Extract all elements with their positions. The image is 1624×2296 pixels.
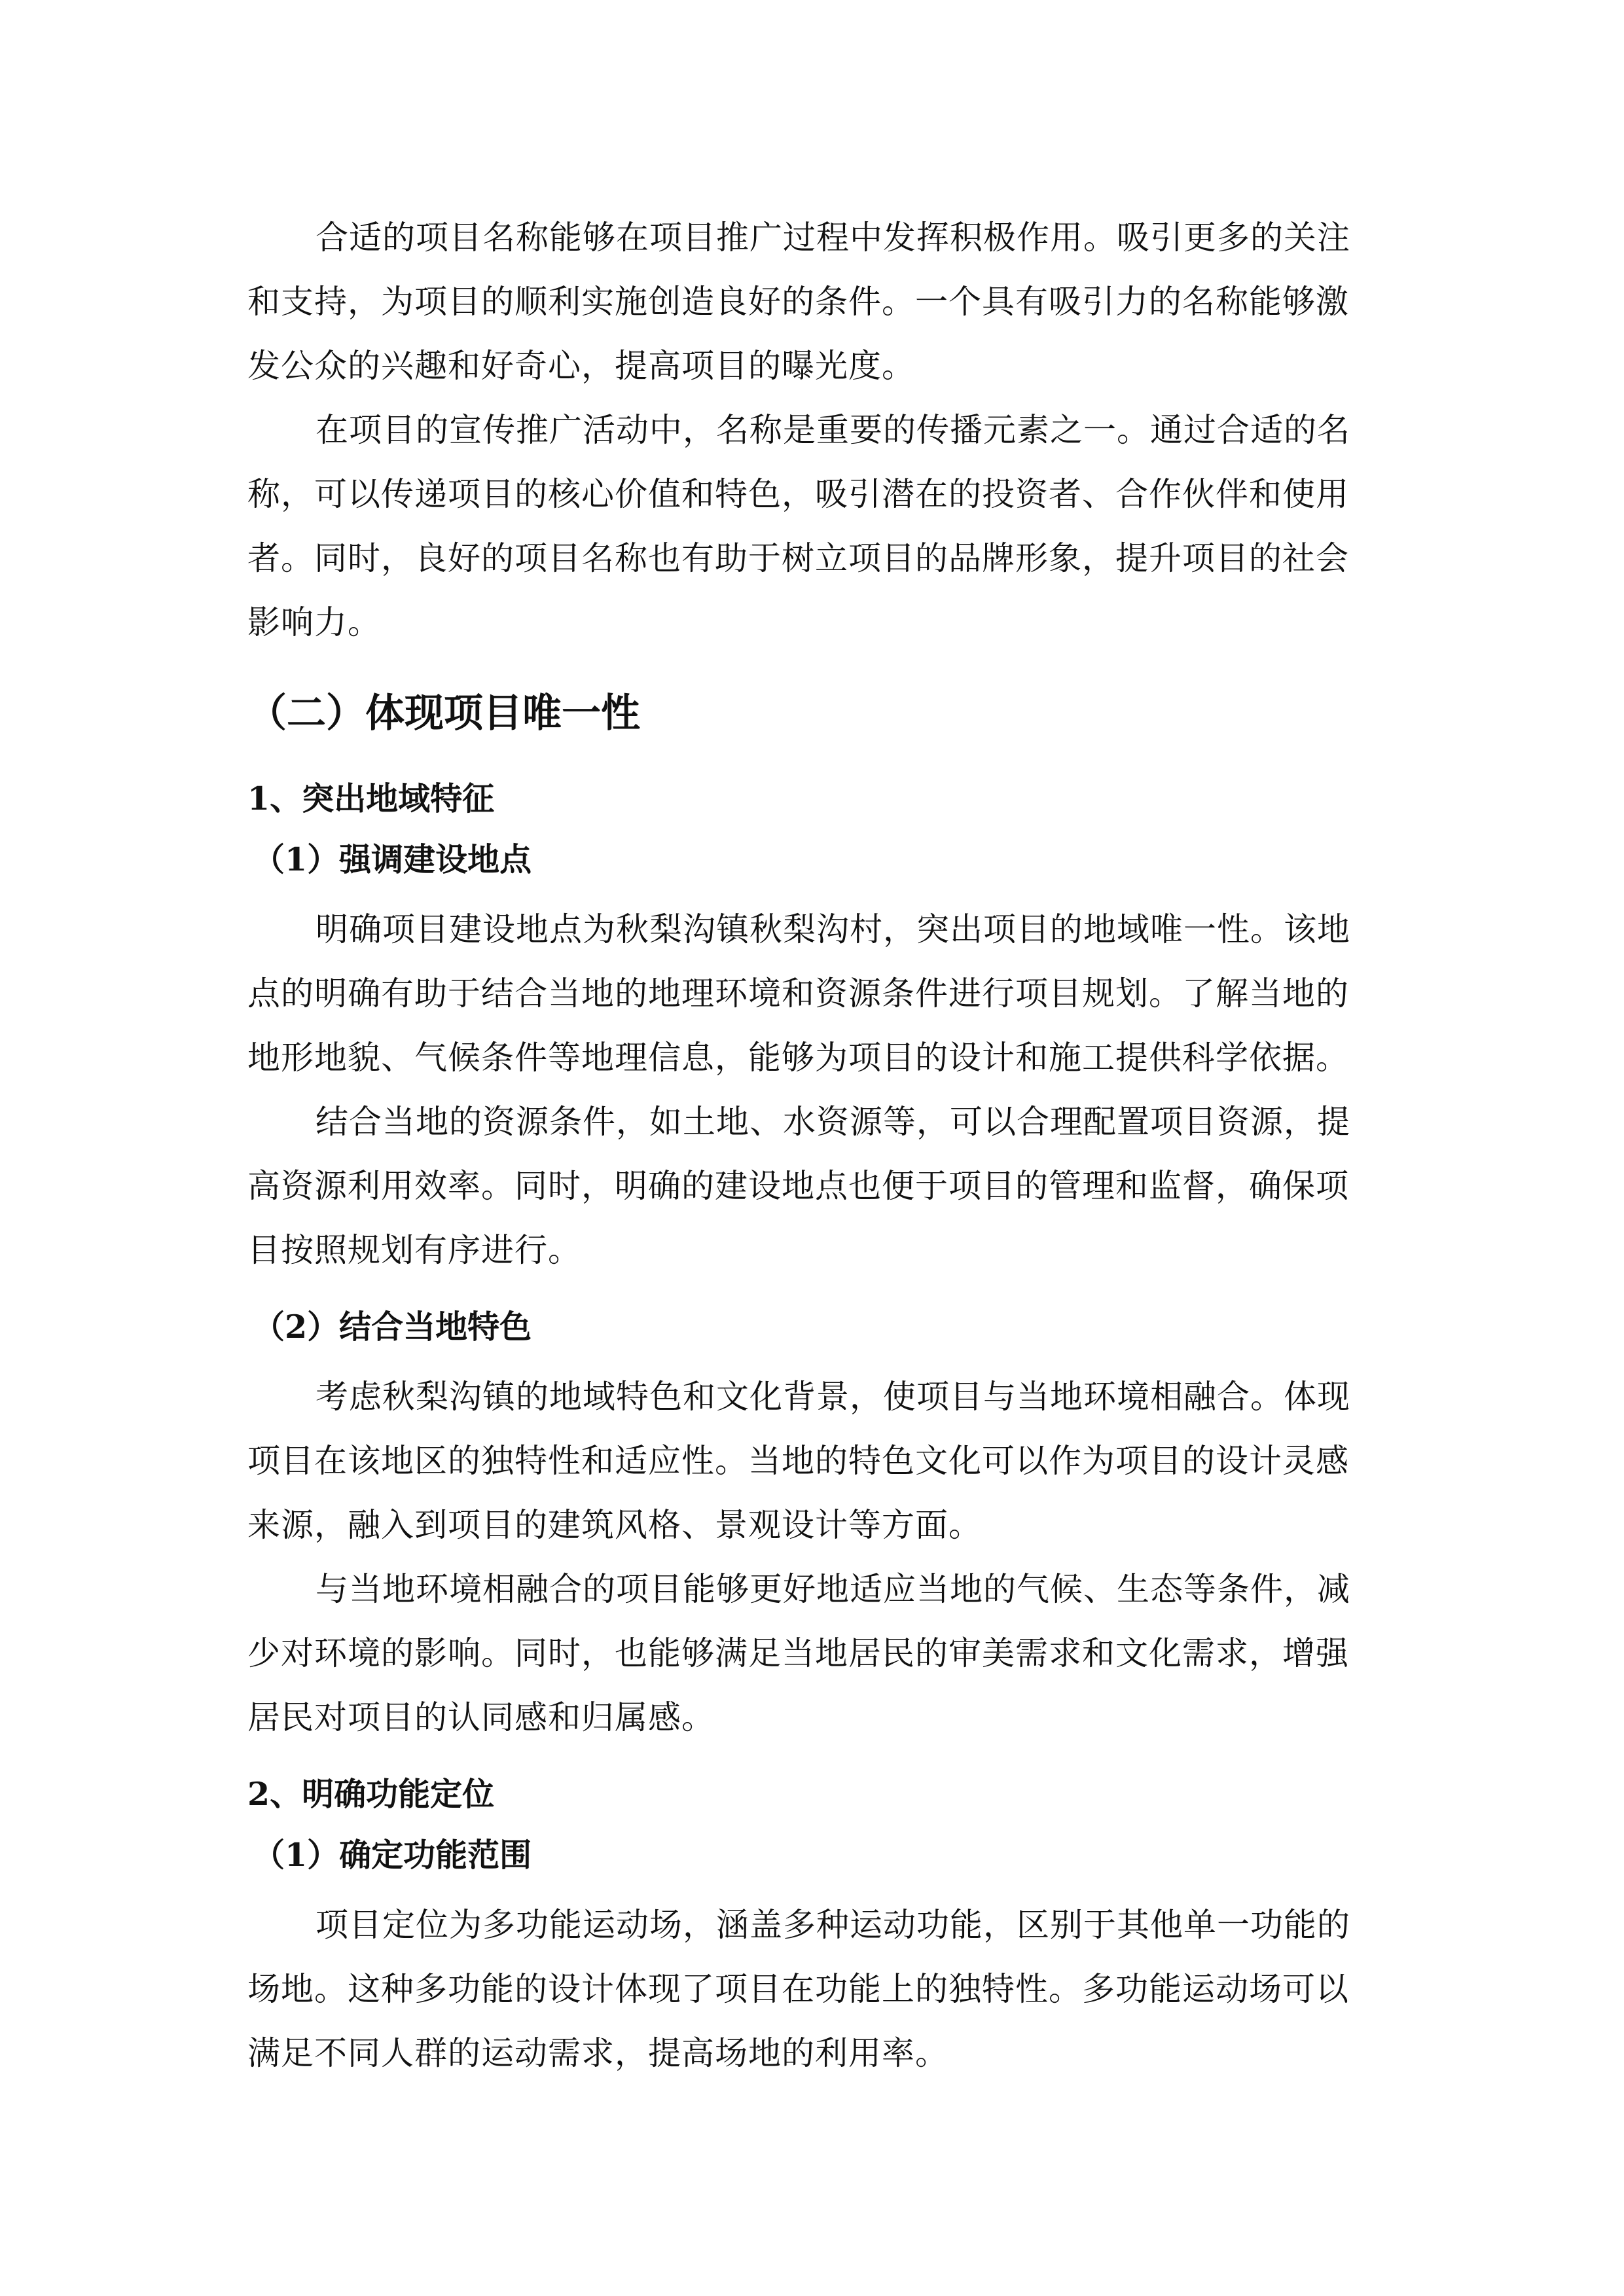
- subheading-construction-site: （1）强调建设地点: [253, 840, 532, 878]
- paragraph-publicity: 在项目的宣传推广活动中，名称是重要的传播元素之一。通过合适的名称，可以传递项目的核心价值和特色，吸引潜在的投资者、合作伙伴和使用者。同时，良好的项目名称也有助于树立项目的品牌形象，提升项目的社会影响力。: [247, 411, 1350, 641]
- paragraph-local-culture: 考虑秋梨沟镇的地域特色和文化背景，使项目与当地环境相融合。体现项目在该地区的独特性和适应性。当地的特色文化可以作为项目的设计灵感来源，融入到项目的建筑风格、景观设计等方面。: [247, 1378, 1350, 1544]
- paragraph-environment-integration: 与当地环境相融合的项目能够更好地适应当地的气候、生态等条件，减少对环境的影响。同时，也能够满足当地居民的审美需求和文化需求，增强居民对项目的认同感和归属感。: [247, 1570, 1350, 1736]
- subheading-regional-features: 1、突出地域特征: [247, 780, 495, 817]
- paragraph-promotion-role: 合适的项目名称能够在项目推广过程中发挥积极作用。吸引更多的关注和支持，为项目的顺利实施创造良好的条件。一个具有吸引力的名称能够激发公众的兴趣和好奇心，提高项目的曝光度。: [247, 219, 1350, 385]
- subheading-function-scope: （1）确定功能范围: [253, 1836, 532, 1874]
- paragraph-multifunctional-field: 项目定位为多功能运动场，涵盖多种运动功能，区别于其他单一功能的场地。这种多功能的设计体现了项目在功能上的独特性。多功能运动场可以满足不同人群的运动需求，提高场地的利用率。: [247, 1906, 1350, 2072]
- section-heading-uniqueness: （二）体现项目唯一性: [247, 691, 640, 736]
- subheading-function-positioning: 2、明确功能定位: [247, 1775, 495, 1813]
- subheading-local-characteristics: （2）结合当地特色: [253, 1308, 532, 1346]
- paragraph-construction-site: 明确项目建设地点为秋梨沟镇秋梨沟村，突出项目的地域唯一性。该地点的明确有助于结合当地的地理环境和资源条件进行项目规划。了解当地的地形地貌、气候条件等地理信息，能够为项目的设计和施工提供科学依据。: [247, 910, 1350, 1077]
- paragraph-local-resources: 结合当地的资源条件，如土地、水资源等，可以合理配置项目资源，提高资源利用效率。同时，明确的建设地点也便于项目的管理和监督，确保项目按照规划有序进行。: [247, 1103, 1350, 1269]
